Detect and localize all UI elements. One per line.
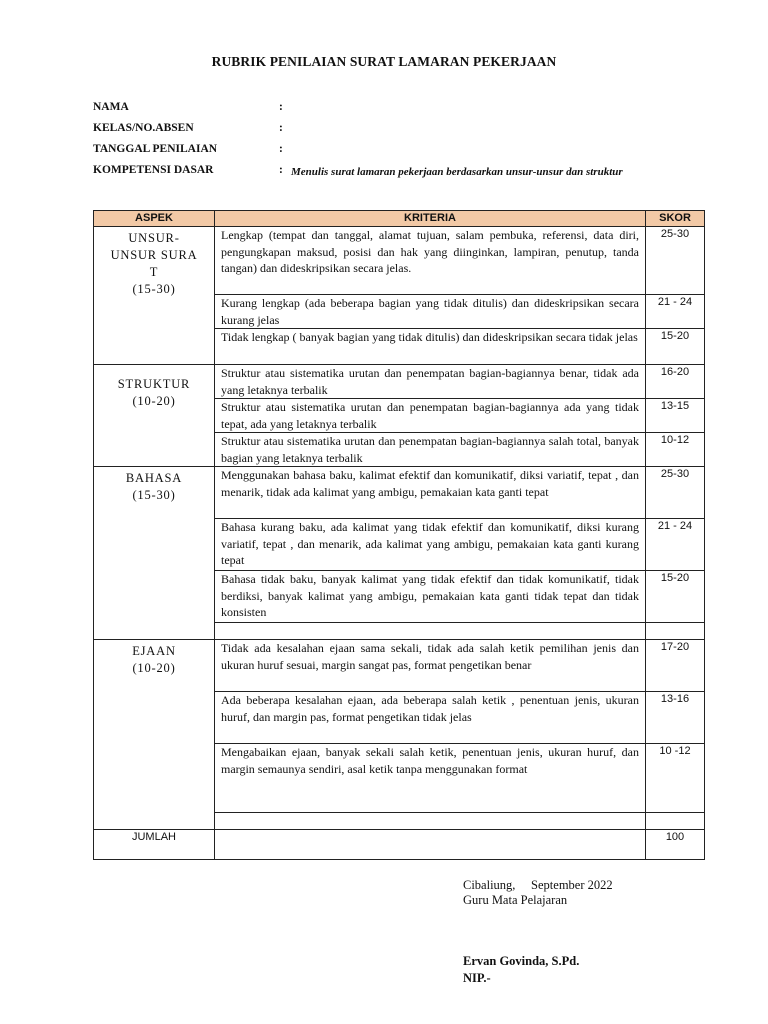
info-colon: : [279, 164, 283, 176]
skor-cell: 17-20 [646, 640, 705, 692]
header-skor: SKOR [646, 211, 705, 227]
aspek-line: EJAAN [132, 644, 176, 658]
empty-cell [646, 623, 705, 640]
skor-cell: 21 - 24 [646, 519, 705, 571]
aspek-line: (15-30) [132, 282, 176, 296]
kriteria-cell: Mengabaikan ejaan, banyak sekali salah ketik, penentuan jenis, ukuran huruf, dan margin semaunya sendiri, asal ketik tanpa menggunakan format [215, 744, 646, 813]
kriteria-cell: Bahasa kurang baku, ada kalimat yang tidak efektif dan komunikatif, diksi kurang variatif, tepat , dan menarik, ada kalimat yang ambigu, pemakaian kata ganti kurang tepat [215, 519, 646, 571]
skor-cell: 15-20 [646, 329, 705, 365]
kriteria-cell: Bahasa tidak baku, banyak kalimat yang tidak efektif dan tidak komunikatif, tidak berdiksi, banyak kalimat yang ambigu, pemakaian kata ganti tidak tepat dan tidak konsisten [215, 571, 646, 623]
empty-cell [646, 813, 705, 830]
total-label: JUMLAH [94, 830, 215, 860]
total-empty-cell [215, 830, 646, 860]
skor-cell: 25-30 [646, 467, 705, 519]
skor-cell: 10-12 [646, 433, 705, 467]
aspek-cell-ejaan [94, 640, 215, 830]
table-row [94, 365, 705, 399]
rubric-table [93, 210, 705, 860]
aspek-cell-struktur [94, 365, 215, 467]
kriteria-cell: Tidak ada kesalahan ejaan sama sekali, tidak ada salah ketik pemilihan jenis dan ukuran huruf sesuai, margin sangat pas, format pengetikan benar [215, 640, 646, 692]
info-label: TANGGAL PENILAIAN [93, 143, 218, 155]
info-label: KOMPETENSI DASAR [93, 164, 214, 176]
info-colon: : [279, 143, 283, 155]
signature-name: Ervan Govinda, S.Pd. [463, 954, 580, 968]
header-kriteria: KRITERIA [215, 211, 646, 227]
kriteria-cell: Struktur atau sistematika urutan dan penempatan bagian-bagiannya salah total, banyak bagian yang letaknya terbalik [215, 433, 646, 467]
empty-cell [215, 813, 646, 830]
kriteria-cell: Ada beberapa kesalahan ejaan, ada beberapa salah ketik , penentuan jenis, ukuran huruf, dan margin pas, format pengetikan tidak jelas [215, 692, 646, 744]
kriteria-cell: Struktur atau sistematika urutan dan penempatan bagian-bagiannya benar, tidak ada yang letaknya terbalik [215, 365, 646, 399]
table-row [94, 640, 705, 692]
total-row [94, 830, 705, 860]
kriteria-cell: Tidak lengkap ( banyak bagian yang tidak ditulis) dan dideskripsikan secara tidak jelas [215, 329, 646, 365]
aspek-line: STRUKTUR [117, 377, 191, 391]
total-value: 100 [646, 830, 705, 860]
document-title: RUBRIK PENILAIAN SURAT LAMARAN PEKERJAAN [211, 54, 557, 69]
skor-cell: 15-20 [646, 571, 705, 623]
kriteria-cell: Struktur atau sistematika urutan dan penempatan bagian-bagiannya ada yang tidak tepat, ada yang letaknya terbalik [215, 399, 646, 433]
table-row [94, 467, 705, 519]
info-label: NAMA [93, 101, 129, 113]
aspek-cell-bahasa [94, 467, 215, 640]
kriteria-cell: Kurang lengkap (ada beberapa bagian yang tidak ditulis) dan dideskripsikan secara kurang jelas [215, 295, 646, 329]
kompetensi-value: Menulis surat lamaran pekerjaan berdasarkan unsur-unsur dan struktur [291, 166, 623, 178]
table-row [94, 227, 705, 295]
empty-cell [215, 623, 646, 640]
info-label: KELAS/NO.ABSEN [93, 122, 194, 134]
skor-cell: 13-16 [646, 692, 705, 744]
aspek-line: (15-30) [132, 488, 176, 502]
aspek-cell-unsur [94, 227, 215, 365]
skor-cell: 21 - 24 [646, 295, 705, 329]
table-header-row [94, 211, 705, 227]
kriteria-cell: Lengkap (tempat dan tanggal, alamat tujuan, salam pembuka, referensi, data diri, pengungkapan maksud, posisi dan hak yang diinginkan, lampiran, penutup, tanda tangan) dan dideskripsikan secara jelas. [215, 227, 646, 295]
info-colon: : [279, 122, 283, 134]
signature-place-date [463, 877, 613, 893]
skor-cell: 16-20 [646, 365, 705, 399]
aspek-line: UNSUR- [128, 231, 180, 245]
aspek-line: T [149, 265, 159, 279]
signature-role: Guru Mata Pelajaran [463, 893, 568, 907]
place-date-text: Cibaliung, September 2022 [463, 878, 613, 892]
aspek-line: (10-20) [132, 394, 176, 408]
signature-nip: NIP.- [463, 971, 491, 985]
aspek-line: BAHASA [125, 471, 183, 485]
kriteria-cell: Menggunakan bahasa baku, kalimat efektif dan komunikatif, diksi variatif, tepat , dan menarik, tidak ada kalimat yang ambigu, pemakaian kata ganti tepat [215, 467, 646, 519]
aspek-line: UNSUR SURA [110, 248, 198, 262]
skor-cell: 10 -12 [646, 744, 705, 813]
skor-cell: 13-15 [646, 399, 705, 433]
header-aspek: ASPEK [94, 211, 215, 227]
aspek-line: (10-20) [132, 661, 176, 675]
info-colon: : [279, 101, 283, 113]
skor-cell: 25-30 [646, 227, 705, 295]
